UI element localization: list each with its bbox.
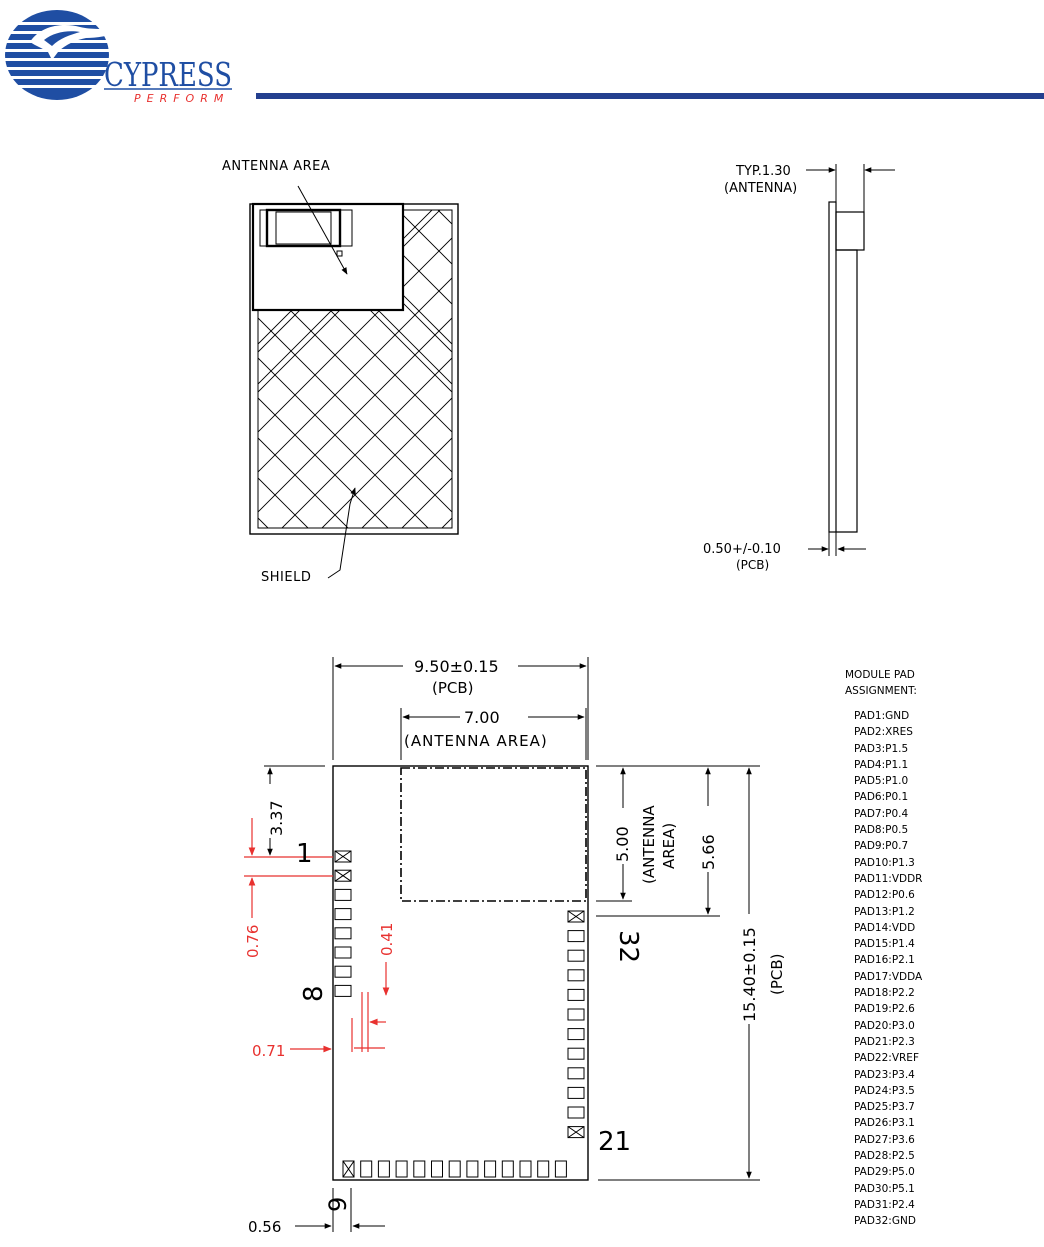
- pad-assignment-item: PAD21:P2.3: [854, 1035, 915, 1048]
- pad-dimension-marks: [244, 818, 386, 1052]
- pcb-width-note: (PCB): [432, 679, 474, 697]
- marked-pad: [335, 851, 351, 862]
- marked-pad: [568, 1127, 584, 1138]
- top-offset-label: 3.37: [267, 800, 286, 836]
- side-view: [806, 164, 895, 556]
- pad-assignment-item: PAD2:XRES: [854, 726, 913, 739]
- antenna-thickness-label: TYP.1.30: [736, 164, 791, 179]
- bottom-pad-row: [343, 1161, 566, 1177]
- pad-assignment-item: PAD18:P2.2: [854, 987, 915, 1000]
- marked-pad: [568, 911, 584, 922]
- pcb-thickness-note: (PCB): [736, 558, 770, 572]
- shield-leader: [328, 488, 355, 578]
- pad-assignment-item: PAD7:P0.4: [854, 807, 909, 820]
- pad: [502, 1161, 513, 1177]
- pad-assignment-item: PAD13:P1.2: [854, 905, 915, 918]
- pad-assignment-item: PAD32:GND: [854, 1215, 916, 1228]
- pad: [432, 1161, 443, 1177]
- pad: [449, 1161, 460, 1177]
- pad-assignment-item: PAD25:P3.7: [854, 1101, 915, 1114]
- pad-assignment-item: PAD29:P5.0: [854, 1166, 915, 1179]
- pad-assignment-item: PAD10:P1.3: [854, 856, 915, 869]
- pad-assignment-title-2: ASSIGNMENT:: [845, 685, 917, 697]
- pad-width-label: 0.41: [378, 922, 396, 956]
- cypress-logo: [4, 10, 232, 105]
- pad: [414, 1161, 425, 1177]
- top-view: [162, 158, 548, 578]
- pad-assignment-item: PAD3:P1.5: [854, 742, 909, 755]
- marked-pad: [343, 1161, 354, 1177]
- left-pad-column: [335, 851, 351, 996]
- pad-assignment-item: PAD26:P3.1: [854, 1117, 915, 1130]
- pad-pitch-label: 0.76: [244, 924, 262, 958]
- pad-assignment-item: PAD6:P0.1: [854, 791, 909, 804]
- pad-assignment-item: PAD9:P0.7: [854, 840, 909, 853]
- pad-assignment-item: PAD4:P1.1: [854, 758, 909, 771]
- pad-assignment-item: PAD24:P3.5: [854, 1084, 915, 1097]
- antenna-area-outline: [401, 768, 586, 901]
- pad: [568, 931, 584, 942]
- pad-assignment-item: PAD28:P2.5: [854, 1150, 915, 1163]
- pad-assignment-item: PAD30:P5.1: [854, 1182, 915, 1195]
- pad: [335, 909, 351, 920]
- pcb-outline: [333, 766, 588, 1180]
- antenna-height-label: 5.00: [613, 826, 632, 862]
- pad-assignment-item: PAD14:VDD: [854, 921, 916, 934]
- pad-assignment-item: PAD1:GND: [854, 710, 910, 722]
- pad-assignment-item: PAD15:P1.4: [854, 938, 915, 951]
- pad-assignment-item: PAD23:P3.4: [854, 1068, 915, 1081]
- pad-assignment-item: PAD19:P2.6: [854, 1003, 915, 1016]
- pad-assignment-item: PAD20:P3.0: [854, 1019, 915, 1032]
- marked-pad: [335, 870, 351, 881]
- antenna-profile: [836, 212, 864, 250]
- pad: [335, 985, 351, 996]
- antenna-height-note-2: AREA): [660, 822, 678, 869]
- pad: [467, 1161, 478, 1177]
- pad-assignment-title-1: MODULE PAD: [845, 669, 915, 681]
- pad: [568, 1087, 584, 1098]
- header-rule: [256, 93, 1044, 99]
- pad: [335, 966, 351, 977]
- pad-assignment-header: [845, 667, 917, 699]
- pad: [485, 1161, 496, 1177]
- pad: [396, 1161, 407, 1177]
- pin-8-label: 8: [299, 985, 329, 1002]
- pin-21-label: 21: [598, 1127, 632, 1157]
- logo-name: CYPRESS: [104, 55, 232, 94]
- pin-9-label: 9: [324, 1196, 352, 1212]
- pad-assignment-item: PAD5:P1.0: [854, 775, 909, 788]
- antenna-width-label: 7.00: [464, 708, 500, 727]
- antenna-width-note: (ANTENNA AREA): [404, 732, 548, 750]
- pad: [568, 1107, 584, 1118]
- pcb-width-label: 9.50±0.15: [414, 657, 499, 676]
- pad: [361, 1161, 372, 1177]
- edge-offset-label: 0.71: [252, 1042, 286, 1060]
- pcb-thickness-label: 0.50+/-0.10: [703, 542, 781, 557]
- pad-assignment-item: PAD16:P2.1: [854, 954, 915, 967]
- pad: [335, 928, 351, 939]
- pcb-length-label: 15.40±0.15: [740, 927, 759, 1022]
- pad-assignment-item: PAD22:VREF: [854, 1052, 919, 1065]
- pad-assignment-list: [854, 708, 922, 1230]
- pad: [538, 1161, 549, 1177]
- pad: [568, 1009, 584, 1020]
- logo-tagline: PERFORM: [134, 92, 230, 105]
- pcb-profile: [829, 202, 836, 532]
- pad: [520, 1161, 531, 1177]
- antenna-height-note-1: (ANTENNA: [640, 805, 658, 884]
- right-pad-column: [568, 911, 584, 1138]
- pad: [568, 1048, 584, 1059]
- pad: [335, 947, 351, 958]
- pad-assignment-item: PAD12:P0.6: [854, 889, 915, 902]
- pcb-length-note: (PCB): [768, 953, 786, 995]
- pin-1-label: 1: [296, 839, 313, 869]
- shield-label: SHIELD: [261, 570, 312, 585]
- bottom-offset-label: 0.56: [248, 1218, 282, 1236]
- pad-assignment-item: PAD8:P0.5: [854, 824, 909, 837]
- pin-32-label: 32: [613, 930, 643, 964]
- antenna-thickness-note: (ANTENNA): [724, 181, 798, 196]
- pad: [335, 889, 351, 900]
- pad-assignment-item: PAD17:VDDA: [854, 970, 923, 983]
- pad: [568, 1029, 584, 1040]
- pad: [568, 950, 584, 961]
- pad: [378, 1161, 389, 1177]
- pad-assignment-item: PAD27:P3.6: [854, 1133, 915, 1146]
- pad-assignment-item: PAD11:VDDR: [854, 872, 923, 885]
- pad: [555, 1161, 566, 1177]
- shield-profile: [836, 250, 857, 532]
- pad: [568, 970, 584, 981]
- pad: [568, 989, 584, 1000]
- pad-assignment-item: PAD31:P2.4: [854, 1198, 915, 1211]
- antenna-area-label: ANTENNA AREA: [222, 159, 331, 174]
- pad32-offset-label: 5.66: [699, 834, 718, 870]
- pad: [568, 1068, 584, 1079]
